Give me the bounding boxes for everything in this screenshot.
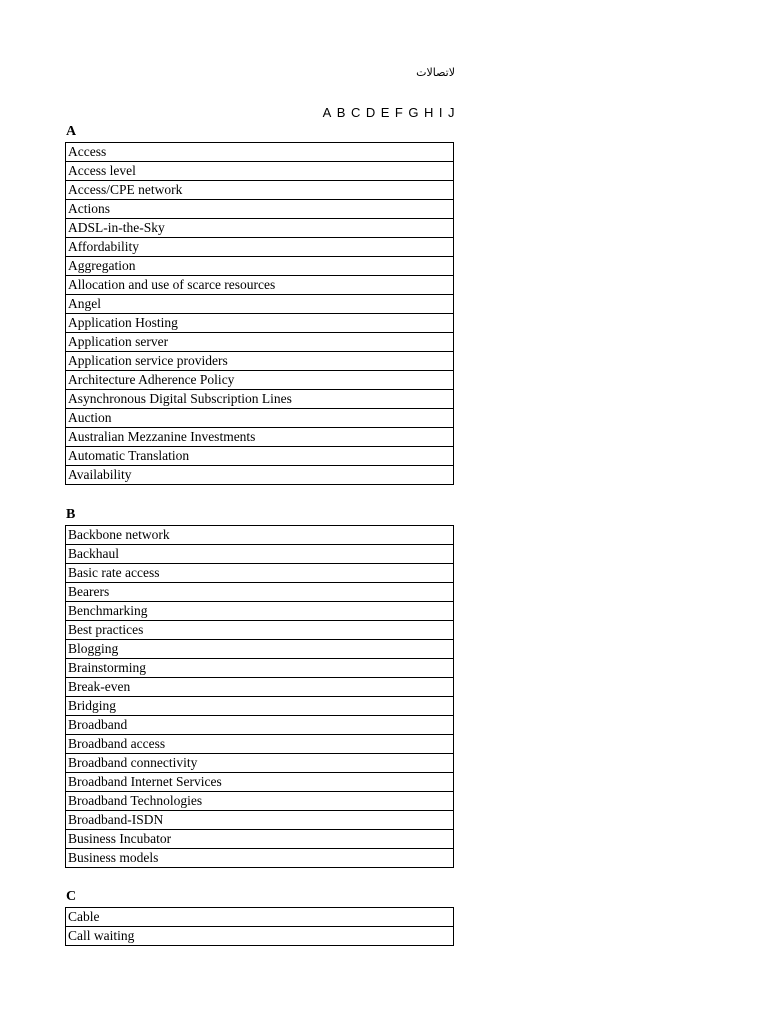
terms-table-c: [65, 907, 454, 946]
table-row: [66, 143, 454, 162]
term-cell[interactable]: Automatic Translation: [66, 447, 454, 466]
table-row: [66, 849, 454, 868]
table-row: [66, 238, 454, 257]
letter-link-i[interactable]: I: [438, 105, 443, 120]
letter-link-b[interactable]: B: [336, 105, 346, 120]
table-row: [66, 735, 454, 754]
table-row: [66, 333, 454, 352]
section-heading-c: C: [66, 889, 77, 904]
term-cell[interactable]: Asynchronous Digital Subscription Lines: [66, 390, 454, 409]
arabic-title: لاتصالات: [416, 66, 455, 79]
letter-link-h[interactable]: H: [423, 105, 434, 120]
term-cell[interactable]: Broadband-ISDN: [66, 811, 454, 830]
table-row: [66, 583, 454, 602]
letter-link-c[interactable]: C: [350, 105, 361, 120]
table-row: [66, 811, 454, 830]
table-row: [66, 697, 454, 716]
term-cell[interactable]: Broadband connectivity: [66, 754, 454, 773]
term-cell[interactable]: Call waiting: [66, 927, 454, 946]
term-cell[interactable]: Angel: [66, 295, 454, 314]
table-row: [66, 371, 454, 390]
table-row: [66, 621, 454, 640]
term-cell[interactable]: Broadband Technologies: [66, 792, 454, 811]
letter-link-a[interactable]: A: [322, 105, 332, 120]
term-cell[interactable]: Aggregation: [66, 257, 454, 276]
table-row: [66, 716, 454, 735]
table-row: [66, 908, 454, 927]
section-heading-b: B: [66, 507, 76, 522]
table-row: [66, 428, 454, 447]
terms-table-b: [65, 525, 454, 868]
section-heading-a: A: [66, 124, 77, 139]
term-cell[interactable]: Break-even: [66, 678, 454, 697]
alphabet-index: [280, 105, 455, 120]
term-cell[interactable]: Application Hosting: [66, 314, 454, 333]
term-cell[interactable]: Australian Mezzanine Investments: [66, 428, 454, 447]
table-row: [66, 409, 454, 428]
table-row: [66, 200, 454, 219]
term-cell[interactable]: Backhaul: [66, 545, 454, 564]
table-row: [66, 659, 454, 678]
term-cell[interactable]: Benchmarking: [66, 602, 454, 621]
table-row: [66, 678, 454, 697]
term-cell[interactable]: Best practices: [66, 621, 454, 640]
table-row: [66, 927, 454, 946]
term-cell[interactable]: Broadband access: [66, 735, 454, 754]
term-cell[interactable]: Auction: [66, 409, 454, 428]
table-row: [66, 276, 454, 295]
table-row: [66, 754, 454, 773]
term-cell[interactable]: Architecture Adherence Policy: [66, 371, 454, 390]
table-row: [66, 526, 454, 545]
table-row: [66, 295, 454, 314]
term-cell[interactable]: Cable: [66, 908, 454, 927]
letter-link-e[interactable]: E: [380, 105, 390, 120]
table-row: [66, 773, 454, 792]
term-cell[interactable]: Brainstorming: [66, 659, 454, 678]
letter-link-d[interactable]: D: [365, 105, 376, 120]
term-cell[interactable]: Blogging: [66, 640, 454, 659]
table-row: [66, 466, 454, 485]
table-row: [66, 830, 454, 849]
table-row: [66, 181, 454, 200]
table-row: [66, 390, 454, 409]
term-cell[interactable]: ADSL-in-the-Sky: [66, 219, 454, 238]
table-row: [66, 545, 454, 564]
table-row: [66, 564, 454, 583]
term-cell[interactable]: Broadband: [66, 716, 454, 735]
term-cell[interactable]: Application service providers: [66, 352, 454, 371]
letter-link-g[interactable]: G: [408, 105, 419, 120]
term-cell[interactable]: Basic rate access: [66, 564, 454, 583]
table-row: [66, 640, 454, 659]
table-row: [66, 314, 454, 333]
term-cell[interactable]: Application server: [66, 333, 454, 352]
term-cell[interactable]: Allocation and use of scarce resources: [66, 276, 454, 295]
term-cell[interactable]: Backbone network: [66, 526, 454, 545]
term-cell[interactable]: Broadband Internet Services: [66, 773, 454, 792]
term-cell[interactable]: Access level: [66, 162, 454, 181]
table-row: [66, 162, 454, 181]
term-cell[interactable]: Bridging: [66, 697, 454, 716]
table-row: [66, 352, 454, 371]
term-cell[interactable]: Actions: [66, 200, 454, 219]
term-cell[interactable]: Business Incubator: [66, 830, 454, 849]
term-cell[interactable]: Business models: [66, 849, 454, 868]
table-row: [66, 219, 454, 238]
letter-link-j[interactable]: J: [448, 105, 455, 120]
terms-table-a: [65, 142, 454, 485]
table-row: [66, 792, 454, 811]
term-cell[interactable]: Access/CPE network: [66, 181, 454, 200]
table-row: [66, 257, 454, 276]
letter-link-f[interactable]: F: [394, 105, 404, 120]
table-row: [66, 602, 454, 621]
term-cell[interactable]: Availability: [66, 466, 454, 485]
term-cell[interactable]: Access: [66, 143, 454, 162]
term-cell[interactable]: Bearers: [66, 583, 454, 602]
table-row: [66, 447, 454, 466]
term-cell[interactable]: Affordability: [66, 238, 454, 257]
